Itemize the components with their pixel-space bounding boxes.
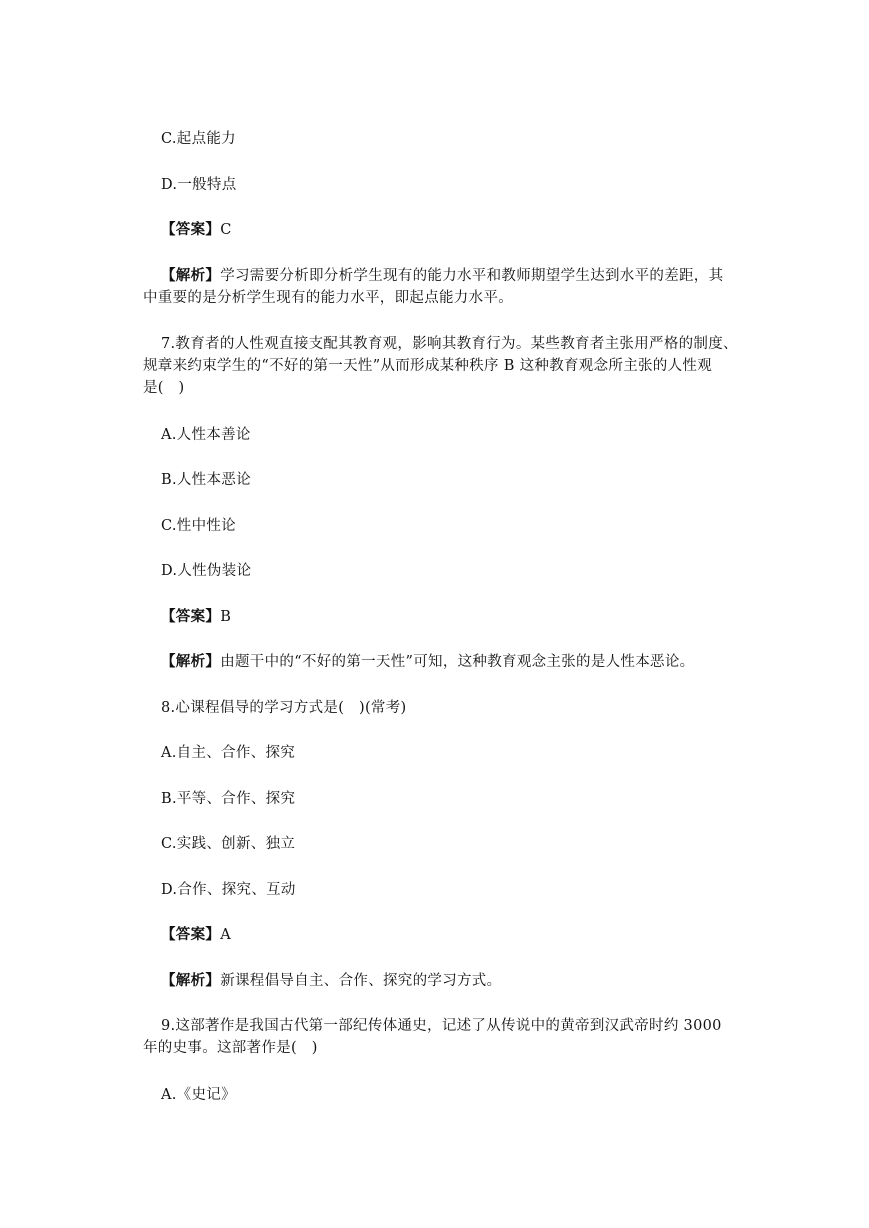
answer-value: C xyxy=(220,222,232,238)
q7-analysis xyxy=(161,651,694,673)
analysis-text-line1: 学习需要分析即分析学生现有的能力水平和教师期望学生达到水平的差距，其 xyxy=(220,268,724,284)
q7-stem xyxy=(143,333,741,399)
q9-stem-line2: 年的史事。这部著作是( ) xyxy=(143,1040,318,1056)
analysis-text: 由题干中的“不好的第一天性”可知，这种教育观念主张的是人性本恶论。 xyxy=(220,654,695,670)
q7-option-b: B.人性本恶论 xyxy=(161,472,251,488)
q9-stem xyxy=(143,1015,741,1059)
q6-analysis xyxy=(143,265,741,309)
q8-option-c: C.实践、创新、独立 xyxy=(161,836,296,852)
q6-option-d: D.一般特点 xyxy=(161,177,237,193)
q9-option-a: A.《史记》 xyxy=(161,1087,236,1103)
q7-stem-line2: 规章来约束学生的“不好的第一天性”从而形成某种秩序 B 这种教育观念所主张的人性观 xyxy=(143,358,712,374)
analysis-text: 新课程倡导自主、合作、探究的学习方式。 xyxy=(220,973,502,989)
q8-option-a: A.自主、合作、探究 xyxy=(161,745,296,761)
analysis-text-line2: 中重要的是分析学生现有的能力水平，即起点能力水平。 xyxy=(143,290,513,306)
q7-option-c: C.性中性论 xyxy=(161,518,236,534)
analysis-label: 【解析】 xyxy=(161,972,221,989)
q8-option-b: B.平等、合作、探究 xyxy=(161,791,296,807)
analysis-label: 【解析】 xyxy=(161,267,221,284)
answer-label: 【答案】 xyxy=(161,926,221,943)
q8-answer xyxy=(161,924,231,946)
q8-stem: 8.心课程倡导的学习方式是( )(常考) xyxy=(161,700,407,716)
q7-stem-line1: 7.教育者的人性观直接支配其教育观，影响其教育行为。某些教育者主张用严格的制度、 xyxy=(161,336,738,352)
q7-stem-line3: 是( ) xyxy=(143,380,185,396)
answer-label: 【答案】 xyxy=(161,221,221,238)
q8-option-d: D.合作、探究、互动 xyxy=(161,882,296,898)
q7-answer xyxy=(161,606,231,628)
q7-option-d: D.人性伪装论 xyxy=(161,563,252,579)
answer-label: 【答案】 xyxy=(161,608,221,625)
answer-value: B xyxy=(220,609,232,625)
q8-analysis xyxy=(161,970,501,992)
answer-value: A xyxy=(220,927,231,943)
q6-option-c: C.起点能力 xyxy=(161,131,236,147)
q9-stem-line1: 9.这部著作是我国古代第一部纪传体通史，记述了从传说中的黄帝到汉武帝时约 3000 xyxy=(161,1018,722,1034)
q6-answer xyxy=(161,219,232,241)
analysis-label: 【解析】 xyxy=(161,653,221,670)
q7-option-a: A.人性本善论 xyxy=(161,427,251,443)
